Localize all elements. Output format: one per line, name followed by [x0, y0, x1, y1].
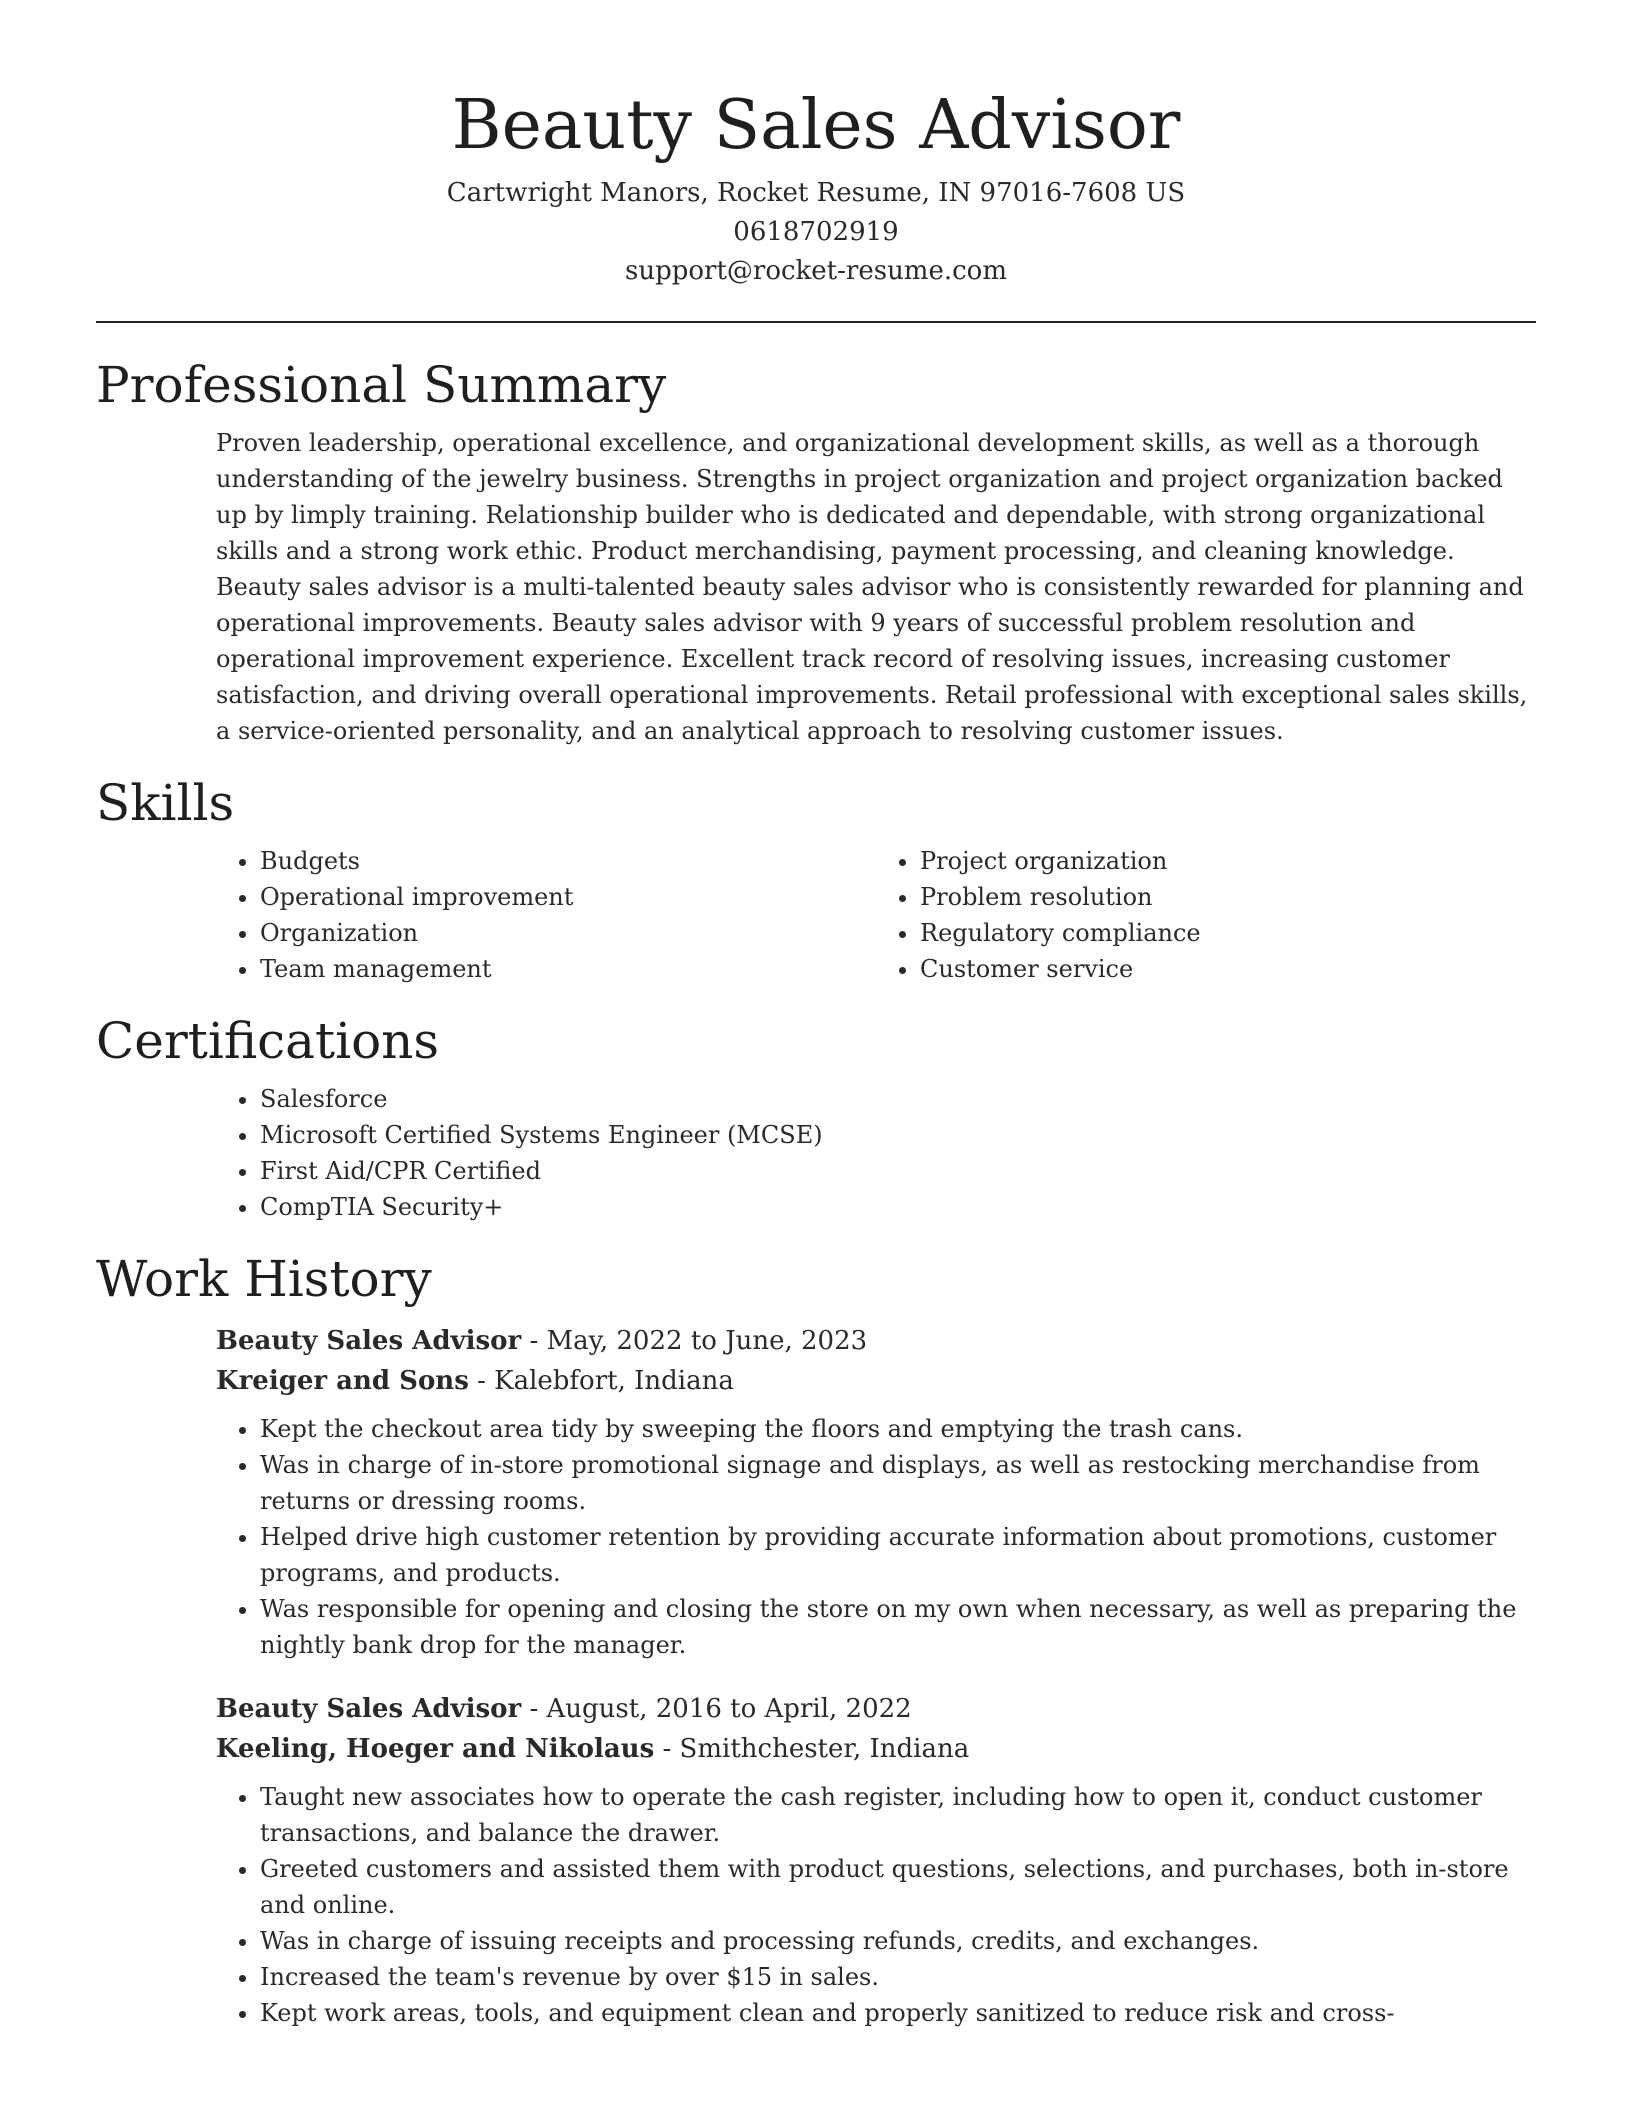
certifications-list	[216, 1081, 1536, 1225]
job-bullet: • Helped drive high customer retention by providing accurate information about promotions, customer programs, and products.	[260, 1519, 1536, 1591]
certification-item: • Salesforce	[260, 1081, 1536, 1117]
job-role: Beauty Sales Advisor	[216, 1694, 522, 1724]
skill-item: • Operational improvement	[260, 879, 876, 915]
job-location: - Kalebfort, Indiana	[468, 1366, 734, 1396]
contact-phone: 0618702919	[733, 217, 899, 247]
summary-text: Proven leadership, operational excellence, and organizational development skills, as well as a thorough understanding of the jewelry business. Strengths in project organization and project organization backed up by limply training. Relationship builder who is dedicated and dependable, with strong organizational skills and a strong work ethic. Product merchandising, payment processing, and cleaning knowledge. Beauty sales advisor is a multi-talented beauty sales advisor who is consistently rewarded for planning and operational improvements. Beauty sales advisor with 9 years of successful problem resolution and operational improvement experience. Excellent track record of resolving issues, increasing customer satisfaction, and driving overall operational improvements. Retail professional with exceptional sales skills, a service-oriented personality, and an analytical approach to resolving customer issues.	[216, 429, 1528, 745]
job-location: - Smithchester, Indiana	[654, 1734, 970, 1764]
skills-grid	[216, 843, 1536, 987]
job-bullet: • Was responsible for opening and closing the store on my own when necessary, as well as preparing the nightly bank drop for the manager.	[260, 1591, 1536, 1663]
certification-item: • Microsoft Certified Systems Engineer (MCSE)	[260, 1117, 1536, 1153]
certification-item: • First Aid/CPR Certified	[260, 1153, 1536, 1189]
job-dates: - May, 2022 to June, 2023	[521, 1326, 868, 1356]
work-history-title: Work History	[96, 1250, 432, 1308]
job-bullet: • Was in charge of in-store promotional signage and displays, as well as restocking merchandise from returns or dressing rooms.	[260, 1447, 1536, 1519]
job-company-line	[216, 1729, 1536, 1769]
skills-section	[96, 771, 1536, 987]
job-company: Keeling, Hoeger and Nikolaus	[216, 1734, 655, 1764]
certifications-title: Certifications	[96, 1012, 440, 1070]
job-dates: - August, 2016 to April, 2022	[521, 1694, 912, 1724]
job-bullet: • Kept the checkout area tidy by sweeping the floors and emptying the trash cans.	[260, 1411, 1536, 1447]
skills-list-right	[876, 843, 1536, 987]
certification-item: • CompTIA Security+	[260, 1189, 1536, 1225]
header-divider	[96, 321, 1536, 323]
job-bullet: • Increased the team's revenue by over $15 in sales.	[260, 1959, 1536, 1995]
skill-item: • Problem resolution	[920, 879, 1536, 915]
skill-item: • Customer service	[920, 951, 1536, 987]
resume-page	[96, 0, 1536, 2031]
skills-title: Skills	[96, 774, 235, 832]
certifications-section	[96, 1009, 1536, 1225]
resume-header	[96, 0, 1536, 291]
summary-section	[96, 353, 1536, 749]
job-title-line	[216, 1689, 1536, 1729]
contact-address: Cartwright Manors, Rocket Resume, IN 97016-7608 US	[446, 178, 1186, 208]
job-entry	[216, 1321, 1536, 1663]
skill-item: • Organization	[260, 915, 876, 951]
skill-item: • Budgets	[260, 843, 876, 879]
job-company-line	[216, 1361, 1536, 1401]
resume-name: Beauty Sales Advisor	[451, 86, 1181, 165]
job-role: Beauty Sales Advisor	[216, 1326, 522, 1356]
job-title-line	[216, 1321, 1536, 1361]
job-bullet: • Kept work areas, tools, and equipment clean and properly sanitized to reduce risk and cross-	[260, 1995, 1536, 2031]
skill-item: • Team management	[260, 951, 876, 987]
job-bullet: • Taught new associates how to operate the cash register, including how to open it, conduct customer transactions, and balance the drawer.	[260, 1779, 1536, 1851]
job-bullets	[216, 1411, 1536, 1663]
work-history-section	[96, 1247, 1536, 2031]
summary-title: Professional Summary	[96, 356, 667, 414]
skill-item: • Regulatory compliance	[920, 915, 1536, 951]
contact-email: support@rocket-resume.com	[624, 256, 1007, 286]
skills-list-left	[216, 843, 876, 987]
job-entry	[216, 1689, 1536, 2031]
job-bullets	[216, 1779, 1536, 2031]
job-company: Kreiger and Sons	[216, 1366, 469, 1396]
skill-item: • Project organization	[920, 843, 1536, 879]
job-bullet: • Was in charge of issuing receipts and processing refunds, credits, and exchanges.	[260, 1923, 1536, 1959]
job-bullet: • Greeted customers and assisted them with product questions, selections, and purchases, both in-store and online.	[260, 1851, 1536, 1923]
